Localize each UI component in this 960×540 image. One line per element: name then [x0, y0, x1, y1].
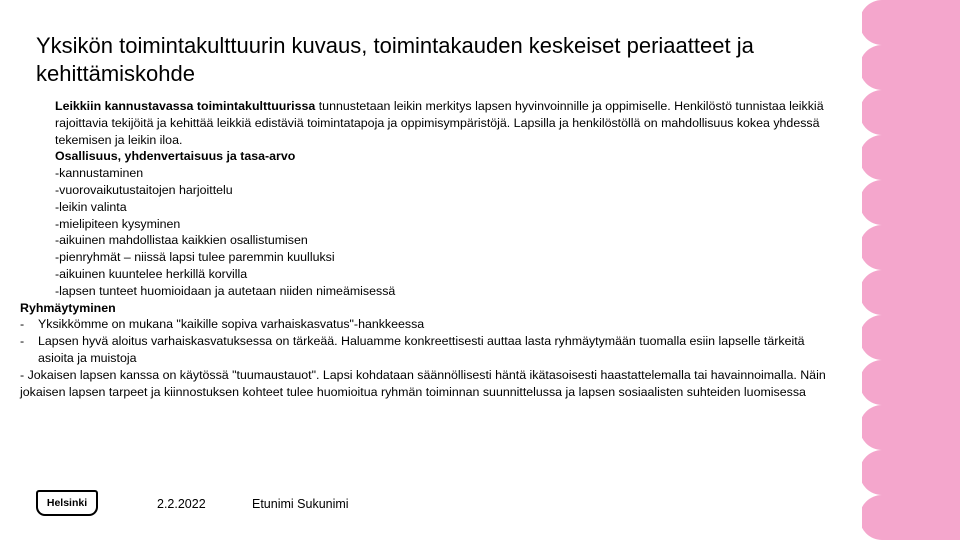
footer-date: 2.2.2022 [157, 497, 206, 511]
slide-body [20, 98, 840, 400]
list-item: -aikuinen kuuntelee herkillä korvilla [55, 266, 248, 281]
bullet-text: Yksikkömme on mukana "kaikille sopiva varhaiskasvatus"-hankkeessa [38, 317, 425, 332]
bullet-marker: - [20, 334, 25, 349]
section1-list [20, 165, 840, 299]
bullet-text: Lapsen hyvä aloitus varhaiskasvatuksessa on tärkeää. Haluamme konkreettisesti auttaa lasta ryhmäytymään tuomalla esiin lapselle tärkeitä asioita ja muistoja [38, 334, 805, 365]
helsinki-logo [36, 490, 98, 516]
list-item: -kannustaminen [55, 166, 144, 181]
list-item: -vuorovaikutustaitojen harjoittelu [55, 182, 233, 197]
intro-paragraph [20, 98, 840, 148]
slide-title: Yksikön toimintakulttuurin kuvaus, toimintakauden keskeiset periaatteet ja kehittämiskohde [36, 33, 754, 86]
section2-bullets [20, 316, 840, 366]
scalloped-edge-decoration [862, 0, 960, 540]
section1-heading: Osallisuus, yhdenvertaisuus ja tasa-arvo [55, 149, 296, 164]
footer-author: Etunimi Sukunimi [252, 497, 349, 511]
intro-bold-lead: Leikkiin kannustavassa toimintakulttuurissa [55, 99, 316, 113]
logo-text: Helsinki [46, 497, 88, 509]
list-item: -lapsen tunteet huomioidaan ja autetaan niiden nimeämisessä [55, 283, 396, 298]
bullet-item [20, 333, 840, 367]
intro-text: tunnustetaan leikin merkitys lapsen hyvinvoinnille ja oppimiselle. Henkilöstö tunnistaa leikkiä rajoittavia tekijöitä ja kehittää leikkiä edistäviä toimintatapoja ja oppimisympäristöjä. Lapsilla ja henkilöstöllä on mahdollisuus kokea yhdessä tekemisen ja leikin iloa. [55, 99, 824, 147]
list-item: -pienryhmät – niissä lapsi tulee paremmin kuulluksi [55, 250, 335, 265]
section2-closing: - Jokaisen lapsen kanssa on käytössä "tuumaustauot". Lapsi kohdataan säännöllisesti häntä ikätasoisesti haastattelemalla tai havainnoimalla. Näin jokaisen lapsen tarpeet ja kiinnostuksen kohteet tulee huomioitua ryhmän toiminnan suunnittelussa ja lapsen sosiaalisten suhteiden luomisessa [20, 367, 826, 399]
list-item: -leikin valinta [55, 199, 127, 214]
section2-heading: Ryhmäytyminen [20, 300, 116, 315]
scallop-shape [862, 0, 960, 540]
list-item: -aikuinen mahdollistaa kaikkien osallistumisen [55, 233, 308, 248]
list-item: -mielipiteen kysyminen [55, 216, 181, 231]
bullet-item [20, 316, 840, 333]
bullet-marker: - [20, 317, 25, 332]
